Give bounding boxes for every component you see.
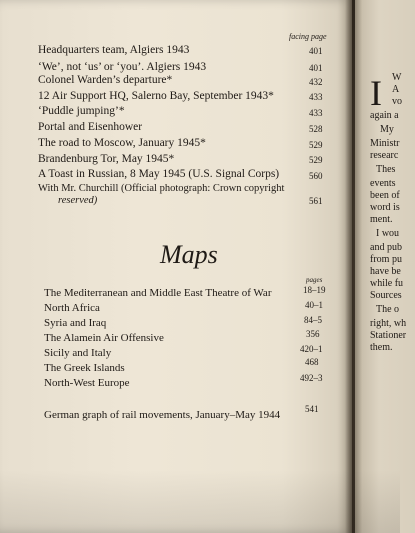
map-entry xyxy=(44,409,280,421)
map-title: The Alamein Air Offensive xyxy=(44,332,164,344)
right-page-line: and pub xyxy=(370,242,402,253)
map-title: The Mediterranean and Middle East Theatre of War xyxy=(44,287,272,299)
map-title: North Africa xyxy=(44,302,100,314)
lighting-shadow xyxy=(0,470,400,533)
drop-cap: I xyxy=(370,73,382,113)
right-page-line: vo xyxy=(392,96,402,107)
illustration-entry xyxy=(38,121,142,133)
right-page-line: Thes xyxy=(376,164,396,175)
right-page-line: A xyxy=(392,84,400,95)
map-page: 420–1 xyxy=(300,344,323,354)
map-title: Syria and Iraq xyxy=(44,317,107,329)
right-page-line: them. xyxy=(370,342,393,353)
illustration-entry xyxy=(38,105,125,117)
entry-title: With Mr. Churchill (Official photograph: Crown copyright xyxy=(38,183,285,194)
illustration-entry xyxy=(38,137,206,149)
map-page: 541 xyxy=(305,404,319,414)
illustration-entry xyxy=(38,90,274,102)
map-page: 84–5 xyxy=(304,315,322,325)
right-page-line: again a xyxy=(370,110,399,121)
entry-page: 561 xyxy=(309,196,323,206)
pages-header: pages xyxy=(306,276,323,284)
entry-page: 433 xyxy=(309,108,323,118)
right-page-line: My xyxy=(380,124,394,135)
map-title: The Greek Islands xyxy=(44,362,125,374)
right-page-line: I wou xyxy=(376,228,400,239)
right-page-line: Ministr xyxy=(370,138,400,149)
entry-title: A Toast in Russian, 8 May 1945 (U.S. Signal Corps) xyxy=(38,168,280,180)
right-page-line: ment. xyxy=(370,214,393,225)
entry-title: Portal and Eisenhower xyxy=(38,121,143,133)
entry-title: 12 Air Support HQ, Salerno Bay, September 1943* xyxy=(38,90,274,102)
map-entry xyxy=(44,347,111,359)
map-entry xyxy=(44,287,271,299)
entry-title: ‘Puddle jumping’* xyxy=(38,105,125,117)
illustration-entry xyxy=(38,153,174,165)
illustration-entry-continued xyxy=(58,195,97,206)
map-page: 18–19 xyxy=(303,285,326,295)
illustration-entry xyxy=(38,44,189,56)
entry-title: The road to Moscow, January 1945* xyxy=(38,137,206,149)
right-page-line: been of xyxy=(370,190,400,201)
right-page-line: have be xyxy=(370,266,401,277)
map-entry xyxy=(44,377,130,389)
map-page: 492–3 xyxy=(300,373,323,383)
right-page-line: Sources xyxy=(370,290,402,301)
entry-title: ‘We’, not ‘us’ or ‘you’. Algiers 1943 xyxy=(38,61,207,73)
right-page-line: W xyxy=(392,72,402,83)
right-page-line: while fu xyxy=(370,278,404,289)
map-title: North-West Europe xyxy=(44,377,130,389)
right-page-line: events xyxy=(370,178,396,189)
right-page-line: researc xyxy=(370,150,399,161)
illustration-entry xyxy=(38,183,284,194)
entry-title-continued: reserved) xyxy=(58,195,98,206)
entry-title: Brandenburg Tor, May 1945* xyxy=(38,153,175,165)
entry-page: 529 xyxy=(309,155,323,165)
map-entry xyxy=(44,302,100,314)
map-title: German graph of rail movements, January–May 1944 xyxy=(44,409,281,421)
map-title: Sicily and Italy xyxy=(44,347,112,359)
entry-page: 401 xyxy=(309,63,323,73)
map-page: 356 xyxy=(306,329,320,339)
illustration-entry xyxy=(38,168,279,180)
map-entry xyxy=(44,362,125,374)
entry-title: Headquarters team, Algiers 1943 xyxy=(38,44,190,56)
right-page-line: Stationer xyxy=(370,330,407,341)
entry-page: 432 xyxy=(309,77,323,87)
right-page-line: word is xyxy=(370,202,400,213)
map-page: 468 xyxy=(305,357,319,367)
maps-heading: Maps xyxy=(160,240,218,269)
entry-page: 529 xyxy=(309,140,323,150)
entry-title: Colonel Warden’s departure* xyxy=(38,74,173,86)
illustration-entry xyxy=(38,74,172,86)
entry-page: 528 xyxy=(309,124,323,134)
facing-page-header: facing page xyxy=(289,32,327,41)
illustration-entry xyxy=(38,61,206,73)
right-page-line: right, wh xyxy=(370,318,407,329)
map-page: 40–1 xyxy=(305,300,323,310)
map-entry xyxy=(44,317,106,329)
entry-page: 433 xyxy=(309,92,323,102)
right-page-line: The o xyxy=(376,304,400,315)
map-entry xyxy=(44,332,164,344)
entry-page: 560 xyxy=(309,171,323,181)
entry-page: 401 xyxy=(309,46,323,56)
right-page-line: from pu xyxy=(370,254,402,265)
